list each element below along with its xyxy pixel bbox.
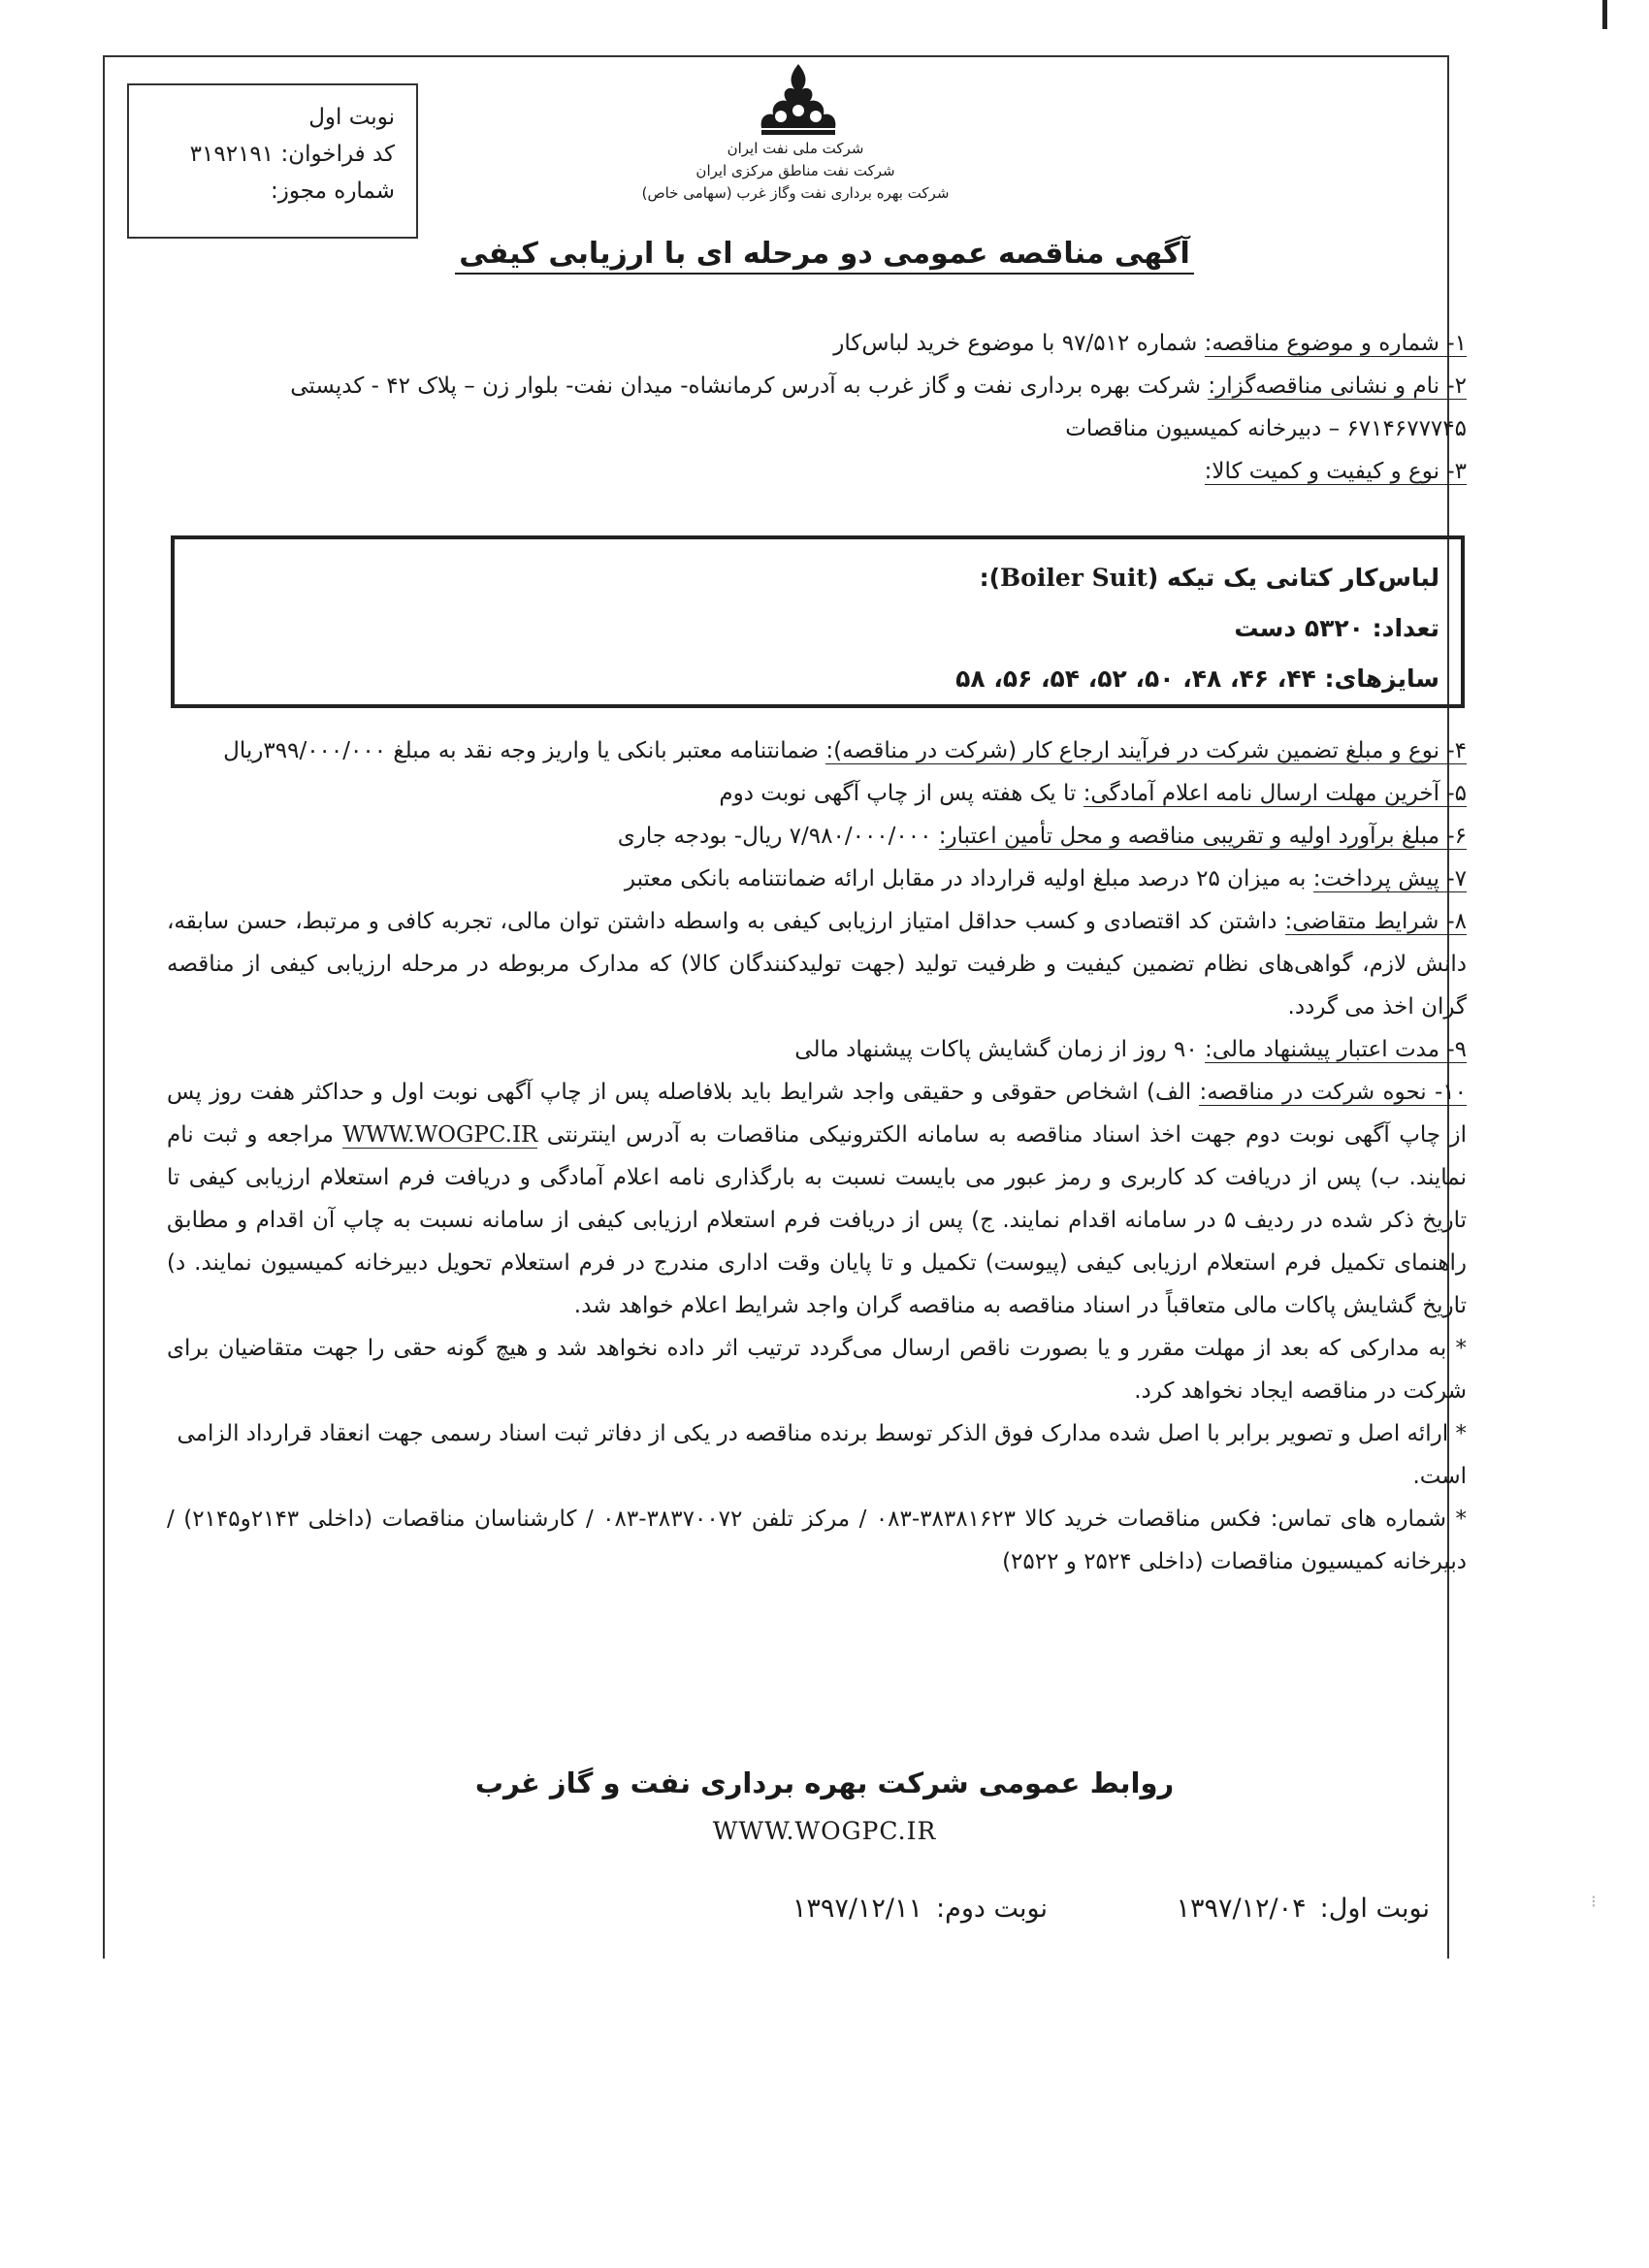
item-1: ۱- شماره و موضوع مناقصه: شماره ۹۷/۵۱۲ با موضوع خرید لباس‌کار xyxy=(833,331,1467,356)
items-4-10 xyxy=(167,729,1467,1583)
second-publication-date: ۱۳۹۷/۱۲/۱۱ xyxy=(792,1894,923,1924)
tender-system-url[interactable]: WWW.WOGPC.IR xyxy=(342,1122,538,1148)
company-line-1: شرکت ملی نفت ایران xyxy=(727,140,864,157)
goods-quantity: تعداد: ۵۳۲۰ دست xyxy=(1234,614,1439,642)
item-3: ۳- نوع و کیفیت و کمیت کالا: xyxy=(1204,459,1467,484)
reference-box xyxy=(127,83,418,239)
company-line-3: شرکت بهره برداری نفت وگاز غرب (سهامی خاص) xyxy=(641,184,950,202)
note-3: * شماره های تماس: فکس مناقصات خرید کالا ۳۸۳۸۱۶۲۳-۰۸۳ / مرکز تلفن ۳۸۳۷۰۰۷۲-۰۸۳ / کارشناسان مناقصات (داخلی ۲۱۴۳و۲۱۴۵) / دبیرخانه کمیسیون مناقصات (داخلی ۲۵۲۴ و ۲۵۲۲) xyxy=(167,1507,1467,1574)
item-5: ۵- آخرین مهلت ارسال نامه اعلام آمادگی: تا یک هفته پس از چاپ آگهی نوبت دوم xyxy=(719,781,1467,806)
first-publication xyxy=(1176,1890,1430,1928)
item-8: ۸- شرایط متقاضی: داشتن کد اقتصادی و کسب حداقل امتیاز ارزیابی کیفی به واسطه داشتن توان مالی، تجربه کافی و مرتبط، حسن سابقه، دانش لازم، گواهی‌های نظام تضمین کیفیت و ظرفیت تولید (جهت تولیدکنندگان کالا) که مدارک مربوطه در مرحله ارزیابی کیفی از مناقصه گران اخذ می گردد. xyxy=(167,909,1467,1020)
goods-specification-box xyxy=(171,535,1465,708)
item-6: ۶- مبلغ برآورد اولیه و تقریبی مناقصه و محل تأمین اعتبار: ۷/۹۸۰/۰۰۰/۰۰۰ ریال- بودجه جاری xyxy=(617,824,1467,849)
ref-permit-number: شماره مجوز: xyxy=(271,178,395,204)
company-header xyxy=(601,138,989,205)
item-2: ۲- نام و نشانی مناقصه‌گزار: شرکت بهره برداری نفت و گاز غرب به آدرس کرمانشاه- میدان نفت- بلوار زن – پلاک ۴۲ - کدپستی ۶۷۱۴۶۷۷۷۴۵ – دبیرخانه کمیسیون مناقصات xyxy=(290,373,1467,441)
nioc-logo-icon xyxy=(752,60,845,138)
company-line-2: شرکت نفت مناطق مرکزی ایران xyxy=(695,162,895,179)
scan-artifact: ⁝ xyxy=(1591,1892,1597,1912)
ref-round: نوبت اول xyxy=(308,105,395,130)
second-publication xyxy=(792,1890,1048,1928)
goods-sizes: سایزهای: ۴۴، ۴۶، ۴۸، ۵۰، ۵۲، ۵۴، ۵۶، ۵۸ xyxy=(955,664,1439,693)
note-1: * به مدارکی که بعد از مهلت مقرر و یا بصورت ناقص ارسال می‌گردد ترتیب اثر داده نخواهد شد و هیچ گونه حقی را جهت متقاضیان برای شرکت در مناقصه ایجاد نخواهد کرد. xyxy=(167,1336,1467,1404)
item-9: ۹- مدت اعتبار پیشنهاد مالی: ۹۰ روز از زمان گشایش پاکات پیشنهاد مالی xyxy=(794,1037,1467,1062)
item-7: ۷- پیش پرداخت: به میزان ۲۵ درصد مبلغ اولیه قرارداد در مقابل ارائه ضمانتنامه بانکی معتبر xyxy=(624,866,1467,891)
items-1-3 xyxy=(167,322,1467,493)
first-publication-date: ۱۳۹۷/۱۲/۰۴ xyxy=(1176,1894,1307,1924)
ref-call-code: کد فراخوان: ۳۱۹۲۱۹۱ xyxy=(189,142,395,167)
footer-url[interactable]: WWW.WOGPC.IR xyxy=(712,1817,937,1845)
item-4: ۴- نوع و مبلغ تضمین شرکت در فرآیند ارجاع کار (شرکت در مناقصه): ضمانتنامه معتبر بانکی یا واریز وجه نقد به مبلغ ۳۹۹/۰۰۰/۰۰۰ریال xyxy=(223,738,1467,763)
second-publication-label: نوبت دوم: xyxy=(936,1894,1048,1924)
footer-title: روابط عمومی شرکت بهره برداری نفت و گاز غرب xyxy=(474,1766,1175,1799)
note-2: * ارائه اصل و تصویر برابر با اصل شده مدارک فوق الذکر توسط برنده مناقصه در یکی از دفاتر ثبت اسناد رسمی جهت انعقاد قرارداد الزامی است. xyxy=(177,1421,1467,1489)
scan-edge-line xyxy=(1602,0,1607,29)
first-publication-label: نوبت اول: xyxy=(1319,1894,1430,1924)
item-10: ۱۰- نحوه شرکت در مناقصه: الف) اشخاص حقوقی و حقیقی واجد شرایط باید بلافاصله پس از چاپ آگهی نوبت اول و حداکثر هفت روز پس از چاپ آگهی نوبت دوم جهت اخذ اسناد مناقصه به سامانه الکترونیکی مناقصات به آدرس اینترنتی WWW.WOGPC.IR مراجعه و ثبت نام نمایند. ب) پس از دریافت کد کاربری و رمز عبور می بایست نسبت به بارگذاری نامه اعلام آمادگی و دریافت فرم استعلام ارزیابی کیفی تا تاریخ ذکر شده در ردیف ۵ در سامانه اقدام نمایند. ج) پس از دریافت فرم استعلام ارزیابی کیفی از سامانه نسبت به چاپ آن اقدام و مطابق راهنمای تکمیل فرم استعلام ارزیابی کیفی (پیوست) تکمیل و تا پایان وقت اداری مندرج در فرم استعلام تحویل دبیرخانه کمیسیون نمایند. د) تاریخ گشایش پاکات مالی متعاقباً در اسناد مناقصه به مناقصه گران واجد شرایط اعلام خواهد شد. xyxy=(167,1080,1468,1318)
document-title: آگهی مناقصه عمومی دو مرحله ای با ارزیابی کیفی xyxy=(436,235,1212,274)
goods-name: لباس‌کار کتانی یک تیکه (Boiler Suit): xyxy=(979,564,1439,592)
